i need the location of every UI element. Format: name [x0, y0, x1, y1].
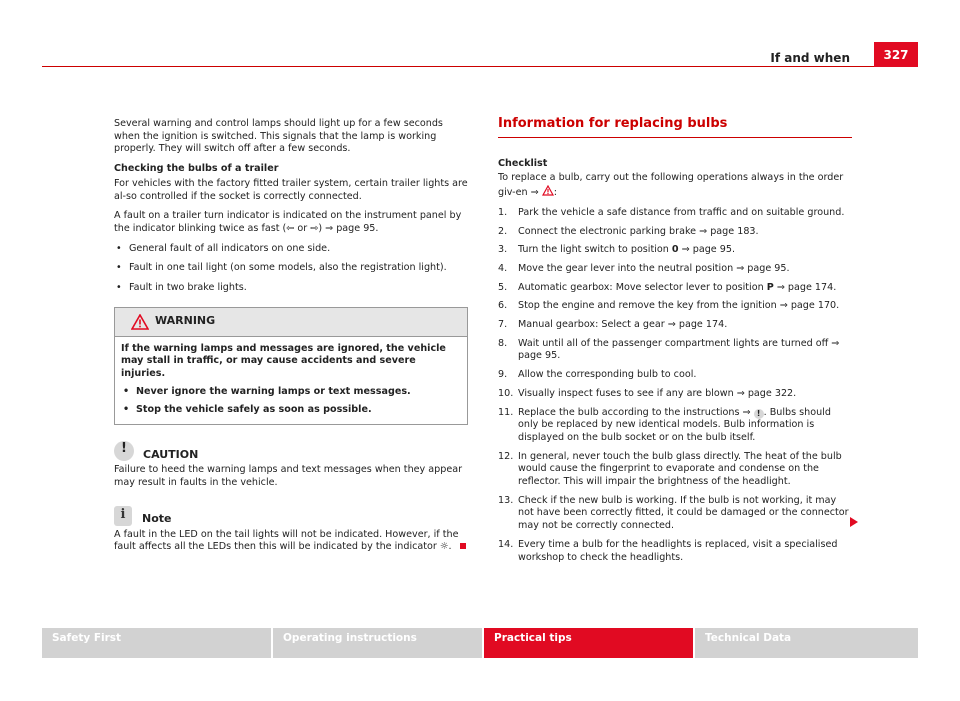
warning-box	[114, 307, 468, 426]
step-text: Wait until all of the passenger compartment lights are turned off ⇒ page 95.	[518, 337, 840, 362]
list-item	[498, 407, 852, 445]
step-text: Check if the new bulb is working. If the bulb is not working, it may not have been correctly fitted, it could be damaged or the connector may not be correctly connected.	[518, 494, 849, 532]
header-rule	[42, 66, 918, 67]
section-end-icon	[460, 543, 466, 549]
list-item	[498, 244, 852, 257]
caution-label: CAUTION	[143, 447, 199, 461]
list-item: • Fault in two brake lights.	[114, 282, 468, 295]
step-number: 12.	[498, 450, 514, 462]
note-header	[114, 506, 468, 526]
warning-header	[115, 308, 467, 337]
tab-safety-first[interactable]: Safety First	[42, 628, 271, 658]
tab-technical-data[interactable]: Technical Data	[695, 628, 918, 658]
list-item	[498, 369, 852, 382]
list-item	[498, 300, 852, 313]
caution-icon: !	[114, 441, 134, 461]
list-item	[498, 451, 852, 489]
caution-text: Failure to heed the warning lamps and text messages when they appear may result in faults in the vehicle.	[114, 464, 463, 488]
list-item	[498, 388, 852, 401]
warning-label: WARNING	[155, 314, 216, 328]
step-text: Park the vehicle a safe distance from traffic and on suitable ground.	[518, 206, 845, 218]
bulbs-section-title: Information for replacing bulbs	[498, 116, 728, 131]
step-number: 14.	[498, 538, 514, 550]
fault-list	[114, 243, 468, 295]
title-rule	[498, 137, 852, 138]
checklist-intro: To replace a bulb, carry out the following operations always in the order giv-en ⇒ :	[498, 172, 844, 199]
list-item	[498, 207, 852, 220]
list-item	[498, 539, 852, 564]
list-item	[498, 226, 852, 239]
warning-triangle-icon	[131, 314, 149, 330]
caution-icon: !	[754, 409, 764, 419]
warning-body	[115, 337, 467, 425]
note-text: A fault in the LED on the tail lights will not be indicated. However, if the fault affects all the LEDs then this will be indicated by the indicator ☼.	[114, 528, 459, 553]
turn-left-icon: ⇦	[286, 222, 295, 234]
step-text: In general, never touch the bulb glass directly. The heat of the bulb would cause the fingerprint to evaporate and condense on the reflector. This will impair the brightness of the headlight.	[518, 450, 842, 488]
right-column	[498, 118, 852, 570]
list-item: • Never ignore the warning lamps or text messages.	[121, 386, 461, 399]
step-text: Replace the bulb according to the instructions ⇒ ! . Bulbs should only be replaced by new identical models. Bulb information is displayed on the bulb socket or on the bulb itself.	[518, 406, 831, 443]
list-item	[498, 282, 852, 295]
step-text: Manual gearbox: Select a gear ⇒ page 174.	[518, 319, 728, 331]
step-number: 4.	[498, 262, 508, 274]
note-label: Note	[142, 511, 172, 525]
turn-right-icon: ⇨	[310, 222, 319, 234]
tab-operating-instructions[interactable]: Operating instructions	[273, 628, 482, 658]
step-number: 9.	[498, 369, 508, 381]
step-number: 6.	[498, 300, 508, 312]
caution-header	[114, 441, 468, 461]
trailer-heading: Checking the bulbs of a trailer	[114, 163, 279, 175]
step-text: Stop the engine and remove the key from the ignition ⇒ page 170.	[518, 300, 840, 312]
step-text: Visually inspect fuses to see if any are blown ⇒ page 322.	[518, 387, 797, 399]
step-text: Allow the corresponding bulb to cool.	[518, 369, 697, 381]
info-icon: i	[114, 506, 132, 526]
list-item	[498, 263, 852, 276]
step-number: 3.	[498, 244, 508, 256]
list-item	[498, 319, 852, 332]
steps-list	[498, 207, 852, 564]
fault-paragraph: A fault on a trailer turn indicator is indicated on the instrument panel by the indicator blinking twice as fast (⇦ or ⇨) ⇒ page 95.	[114, 210, 462, 234]
trailer-paragraph: For vehicles with the factory fitted trailer system, certain trailer lights are al-so controlled if the socket is correctly connected.	[114, 177, 468, 202]
list-item: • Stop the vehicle safely as soon as possible.	[121, 404, 461, 417]
step-number: 11.	[498, 406, 514, 418]
left-column	[114, 118, 468, 561]
note-paragraph	[114, 529, 468, 554]
step-text: Automatic gearbox: Move selector lever to position P ⇒ page 174.	[518, 281, 837, 293]
warning-list	[121, 386, 461, 416]
tab-practical-tips[interactable]: Practical tips	[484, 628, 693, 658]
warning-text: If the warning lamps and messages are ignored, the vehicle may stall in traffic, or may cause accidents and severe injuries.	[121, 342, 446, 380]
list-item	[498, 338, 852, 363]
step-number: 7.	[498, 319, 508, 331]
intro-paragraph: Several warning and control lamps should light up for a few seconds when the ignition is switched. This signals that the lamp is working properly. They will switch off after a few seconds.	[114, 118, 443, 155]
step-text: Move the gear lever into the neutral position ⇒ page 95.	[518, 262, 790, 274]
step-number: 1.	[498, 206, 508, 218]
page-number: 327	[874, 42, 918, 67]
step-number: 2.	[498, 225, 508, 237]
step-text: Turn the light switch to position 0 ⇒ page 95.	[518, 244, 735, 256]
step-text: Every time a bulb for the headlights is replaced, visit a specialised workshop to check the headlights.	[518, 538, 838, 563]
step-number: 8.	[498, 337, 508, 349]
step-number: 13.	[498, 494, 514, 506]
continue-arrow-icon	[850, 517, 858, 527]
section-title: If and when	[770, 51, 850, 65]
step-text: Connect the electronic parking brake ⇒ page 183.	[518, 225, 759, 237]
warning-triangle-icon	[542, 185, 554, 196]
list-item: • Fault in one tail light (on some models, also the registration light).	[114, 262, 468, 275]
checklist-label: Checklist	[498, 157, 548, 169]
footer-nav	[42, 628, 918, 658]
list-item: • General fault of all indicators on one side.	[114, 243, 468, 256]
list-item	[498, 495, 852, 533]
step-number: 10.	[498, 387, 514, 399]
step-number: 5.	[498, 281, 508, 293]
